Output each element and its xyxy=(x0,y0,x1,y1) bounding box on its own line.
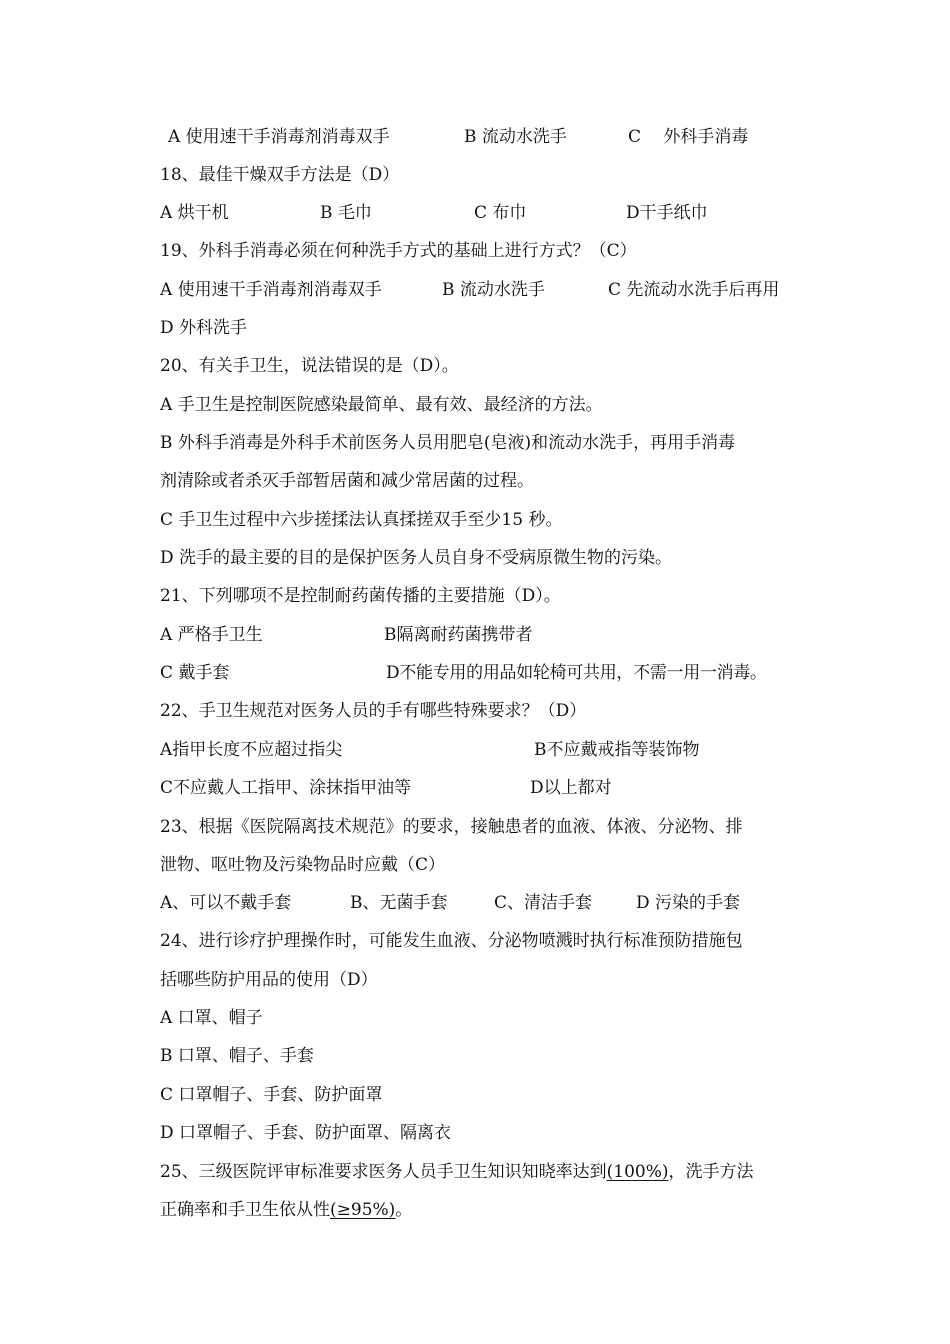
q25-line2-post: 。 xyxy=(395,1200,413,1220)
q20-option-c: C 手卫生过程中六步搓揉法认真揉搓双手至少15 秒。 xyxy=(160,510,563,530)
q24-option-b: B 口罩、帽子、手套 xyxy=(160,1046,314,1066)
q21-option-a: A 严格手卫生 xyxy=(160,625,263,645)
q24-option-c: C 口罩帽子、手套、防护面罩 xyxy=(160,1085,383,1105)
q18-option-d: D干手纸巾 xyxy=(626,203,708,223)
q25-text-pre: 25、三级医院评审标准要求医务人员手卫生知识知晓率达到 xyxy=(160,1162,607,1182)
q18-option-c: C 布巾 xyxy=(474,203,527,223)
q20-option-d: D 洗手的最主要的目的是保护医务人员自身不受病原微生物的污染。 xyxy=(160,548,673,568)
q22-option-d: D以上都对 xyxy=(530,778,612,798)
q19-question: 19、外科手消毒必须在何种洗手方式的基础上进行方式？（C） xyxy=(160,241,637,261)
q19-option-a: A 使用速干手消毒剂消毒双手 xyxy=(160,280,382,300)
q22-option-b: B不应戴戒指等装饰物 xyxy=(534,740,700,760)
q23-option-c: C、清洁手套 xyxy=(494,893,593,913)
q23-question-line1: 23、根据《医院隔离技术规范》的要求，接触患者的血液、体液、分泌物、排 xyxy=(160,817,743,837)
q24-question-line2: 括哪些防护用品的使用（D） xyxy=(160,970,378,990)
q17-option-a: A 使用速干手消毒剂消毒双手 xyxy=(168,127,390,147)
q23-option-d: D 污染的手套 xyxy=(636,893,741,913)
q21-question: 21、下列哪项不是控制耐药菌传播的主要措施（D）。 xyxy=(160,586,561,606)
q24-question-line1: 24、进行诊疗护理操作时，可能发生血液、分泌物喷溅时执行标准预防措施包 xyxy=(160,931,743,951)
q20-option-b-line1: B 外科手消毒是外科手术前医务人员用肥皂(皂液)和流动水洗手，再用手消毒 xyxy=(160,433,736,453)
q20-option-a: A 手卫生是控制医院感染最简单、最有效、最经济的方法。 xyxy=(160,395,603,415)
q25-line1 xyxy=(160,1161,754,1183)
q20-question: 20、有关手卫生，说法错误的是（D）。 xyxy=(160,356,459,376)
q19-option-c: C 先流动水洗手后再用 xyxy=(608,280,780,300)
q25-text-post: ，洗手方法 xyxy=(668,1162,754,1182)
q17-option-b: B 流动水洗手 xyxy=(464,127,567,147)
q22-option-c: C不应戴人工指甲、涂抹指甲油等 xyxy=(160,778,412,798)
q19-option-b: B 流动水洗手 xyxy=(442,280,545,300)
q20-option-b-line2: 剂清除或者杀灭手部暂居菌和减少常居菌的过程。 xyxy=(160,471,534,491)
q25-answer-compliance-rate: (≥95%) xyxy=(330,1200,396,1220)
q23-question-line2: 泄物、呕吐物及污染物品时应戴（C） xyxy=(160,855,446,875)
q23-option-b: B、无菌手套 xyxy=(350,893,448,913)
q22-question: 22、手卫生规范对医务人员的手有哪些特殊要求？（D） xyxy=(160,701,587,721)
q18-option-a: A 烘干机 xyxy=(160,203,229,223)
q18-question: 18、最佳干燥双手方法是（D） xyxy=(160,165,400,185)
q21-option-c: C 戴手套 xyxy=(160,663,230,683)
q17-option-c: C 外科手消毒 xyxy=(628,127,749,147)
q25-answer-knowledge-rate: (100%) xyxy=(606,1162,669,1182)
q19-option-d: D 外科洗手 xyxy=(160,318,248,338)
q21-option-d: D不能专用的用品如轮椅可共用，不需一用一消毒。 xyxy=(386,663,767,683)
q23-option-a: A、可以不戴手套 xyxy=(160,893,292,913)
q24-option-d: D 口罩帽子、手套、防护面罩、隔离衣 xyxy=(160,1123,452,1143)
q25-line2 xyxy=(160,1199,412,1221)
q25-line2-pre: 正确率和手卫生依从性 xyxy=(160,1200,330,1220)
q24-option-a: A 口罩、帽子 xyxy=(160,1008,263,1028)
q21-option-b: B隔离耐药菌携带者 xyxy=(384,625,533,645)
q18-option-b: B 毛巾 xyxy=(320,203,372,223)
q22-option-a: A指甲长度不应超过指尖 xyxy=(160,740,343,760)
